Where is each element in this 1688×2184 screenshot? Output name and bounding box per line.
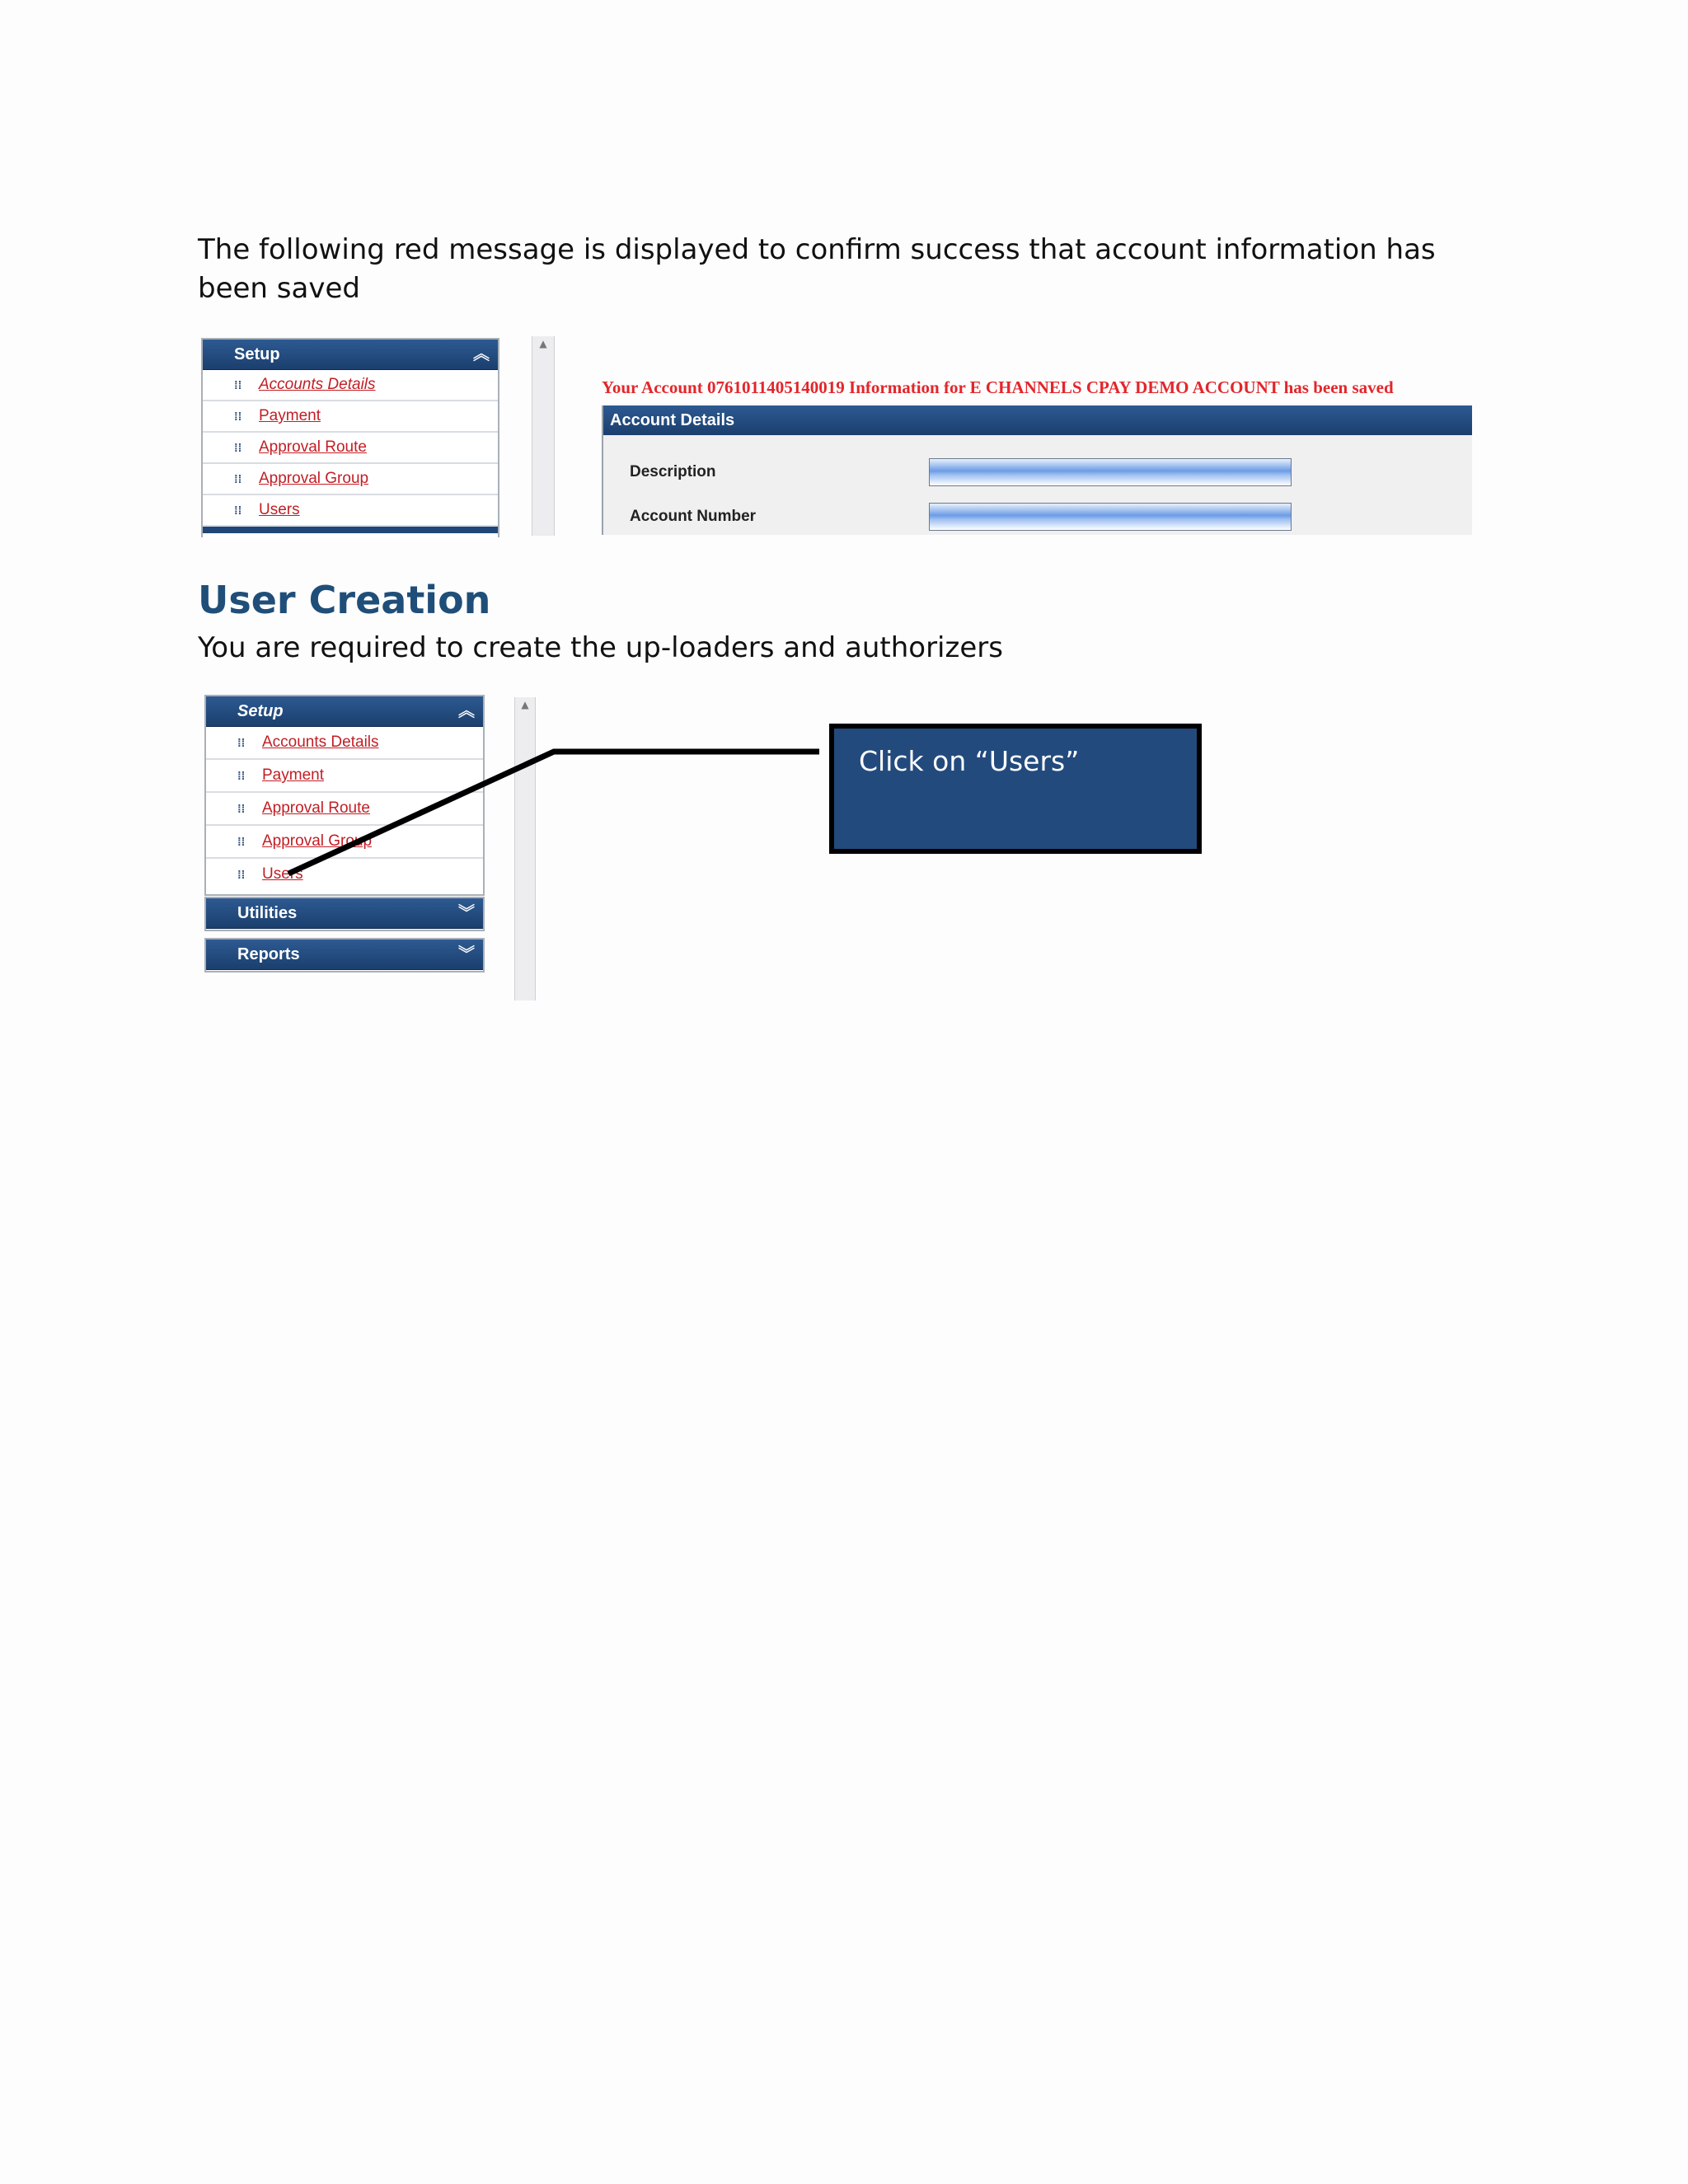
section-paragraph: You are required to create the up-loaders and authorizers	[198, 631, 1003, 664]
grip-bullet-icon: ⁞⁞	[237, 769, 246, 782]
payment-link[interactable]: Payment	[259, 407, 321, 424]
saved-confirmation-message: Your Account 0761011405140019 Information for E CHANNELS CPAY DEMO ACCOUNT has been saved	[602, 377, 1394, 397]
grip-bullet-icon: ⁞⁞	[237, 868, 246, 881]
approval-route-link[interactable]: Approval Route	[259, 438, 367, 456]
users-link[interactable]: Users	[259, 501, 300, 518]
account-number-label: Account Number	[630, 508, 757, 525]
payment-link[interactable]: Payment	[262, 766, 324, 784]
account-details-title: Account Details	[603, 405, 1472, 435]
users-link[interactable]: Users	[262, 865, 303, 883]
accounts-details-link[interactable]: Accounts Details	[262, 733, 379, 751]
double-chevron-up-icon[interactable]: ︽	[473, 345, 490, 363]
grip-bullet-icon: ⁞⁞	[234, 410, 242, 423]
accounts-details-link[interactable]: Accounts Details	[259, 376, 376, 393]
double-chevron-down-icon[interactable]: ︾	[458, 904, 475, 922]
reports-title: Reports	[237, 945, 300, 963]
grip-bullet-icon: ⁞⁞	[234, 378, 242, 391]
grip-bullet-icon: ⁞⁞	[234, 472, 242, 485]
approval-group-link[interactable]: Approval Group	[259, 470, 369, 487]
utilities-title: Utilities	[237, 904, 298, 922]
description-label: Description	[630, 463, 716, 480]
callout-box	[829, 724, 1202, 854]
setup-nav-title: Setup	[234, 345, 280, 363]
intro-paragraph: The following red message is displayed to confirm success that account information has been saved	[198, 233, 1436, 305]
double-chevron-down-icon[interactable]: ︾	[458, 945, 475, 963]
grip-bullet-icon: ⁞⁞	[237, 802, 246, 815]
scroll-up-arrow-icon[interactable]: ▲	[539, 338, 547, 349]
setup-nav-title: Setup	[237, 702, 284, 720]
grip-bullet-icon: ⁞⁞	[237, 835, 246, 848]
double-chevron-up-icon[interactable]: ︽	[458, 702, 475, 720]
callout-text: Click on “Users”	[859, 745, 1080, 777]
grip-bullet-icon: ⁞⁞	[234, 504, 242, 517]
grip-bullet-icon: ⁞⁞	[234, 441, 242, 454]
approval-route-link[interactable]: Approval Route	[262, 799, 370, 817]
scroll-up-arrow-icon[interactable]: ▲	[521, 699, 529, 710]
approval-group-link[interactable]: Approval Group	[262, 832, 373, 850]
section-heading: User Creation	[198, 578, 491, 622]
grip-bullet-icon: ⁞⁞	[237, 736, 246, 749]
